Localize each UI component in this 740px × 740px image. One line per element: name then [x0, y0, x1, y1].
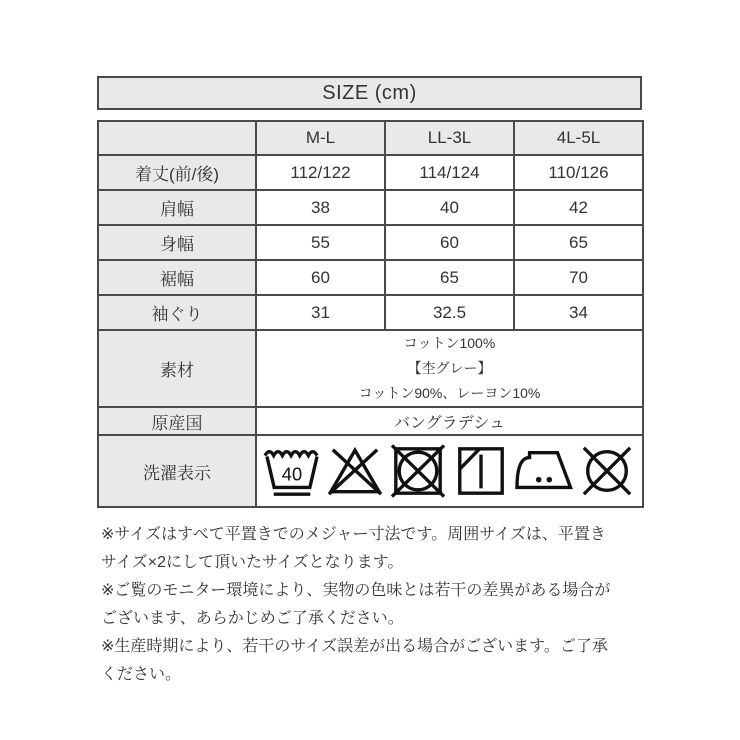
column-header-ll-3l: LL-3L — [385, 121, 514, 155]
care-symbols — [257, 444, 642, 498]
note-production-line-1: ※生産時期により、若干のサイズ誤差が出る場合がございます。ご了承 — [101, 638, 608, 655]
table-row-material — [98, 330, 643, 407]
size-chart-page — [97, 76, 642, 689]
table-header-row — [98, 121, 643, 155]
origin-cell: バングラデシュ — [256, 407, 643, 435]
row-label: 身幅 — [98, 225, 256, 260]
table-cell: 34 — [514, 295, 643, 330]
table-cell: 31 — [256, 295, 385, 330]
size-chart-title-bar — [97, 76, 642, 110]
material-line: 【杢グレー】 — [407, 360, 492, 376]
table-row-hem-width — [98, 260, 643, 295]
row-label-origin: 原産国 — [98, 407, 256, 435]
material-cell — [256, 330, 643, 407]
table-row-origin — [98, 407, 643, 435]
table-cell: 65 — [514, 225, 643, 260]
column-header-m-l: M-L — [256, 121, 385, 155]
row-label-care: 洗濯表示 — [98, 435, 256, 507]
table-cell: 112/122 — [256, 155, 385, 190]
note-measure-line-1: ※サイズはすべて平置きでのメジャー寸法です。周囲サイズは、平置き — [101, 526, 606, 543]
table-row-shoulder — [98, 190, 643, 225]
table-row-body-width — [98, 225, 643, 260]
table-cell: 40 — [385, 190, 514, 225]
wash-40-gentle-icon — [261, 444, 323, 498]
table-cell: 65 — [385, 260, 514, 295]
note-monitor-line-1: ※ご覧のモニター環境により、実物の色味とは若干の差異がある場合が — [101, 582, 611, 599]
table-cell: 38 — [256, 190, 385, 225]
row-label: 裾幅 — [98, 260, 256, 295]
table-row-care — [98, 435, 643, 507]
note-production-line-2: ください。 — [101, 666, 182, 683]
care-symbols-cell — [256, 435, 643, 507]
table-cell: 70 — [514, 260, 643, 295]
footnotes — [97, 521, 642, 689]
row-label: 肩幅 — [98, 190, 256, 225]
material-lines — [257, 331, 642, 406]
table-row-length — [98, 155, 643, 190]
row-label-material: 素材 — [98, 330, 256, 407]
do-not-bleach-icon — [324, 444, 386, 498]
header-empty-cell — [98, 121, 256, 155]
table-cell: 110/126 — [514, 155, 643, 190]
table-cell: 32.5 — [385, 295, 514, 330]
iron-medium-icon — [513, 444, 575, 498]
table-cell: 60 — [256, 260, 385, 295]
table-cell: 42 — [514, 190, 643, 225]
table-cell: 55 — [256, 225, 385, 260]
note-measure-line-2: サイズ×2にして頂いたサイズとなります。 — [101, 554, 404, 571]
line-dry-in-shade-icon — [450, 444, 512, 498]
do-not-tumble-dry-icon — [387, 444, 449, 498]
size-table — [97, 120, 644, 508]
table-cell: 60 — [385, 225, 514, 260]
page-title: SIZE (cm) — [322, 81, 417, 104]
row-label: 着丈(前/後) — [98, 155, 256, 190]
material-line: コットン100% — [403, 335, 496, 351]
wash-temp-label: 40 — [281, 463, 303, 485]
table-cell: 114/124 — [385, 155, 514, 190]
do-not-dry-clean-icon — [576, 444, 638, 498]
table-row-armhole — [98, 295, 643, 330]
column-header-4l-5l: 4L-5L — [514, 121, 643, 155]
note-monitor-line-2: ございます、あらかじめご了承ください。 — [101, 610, 404, 627]
material-line: コットン90%、レーヨン10% — [358, 385, 541, 401]
row-label: 袖ぐり — [98, 295, 256, 330]
